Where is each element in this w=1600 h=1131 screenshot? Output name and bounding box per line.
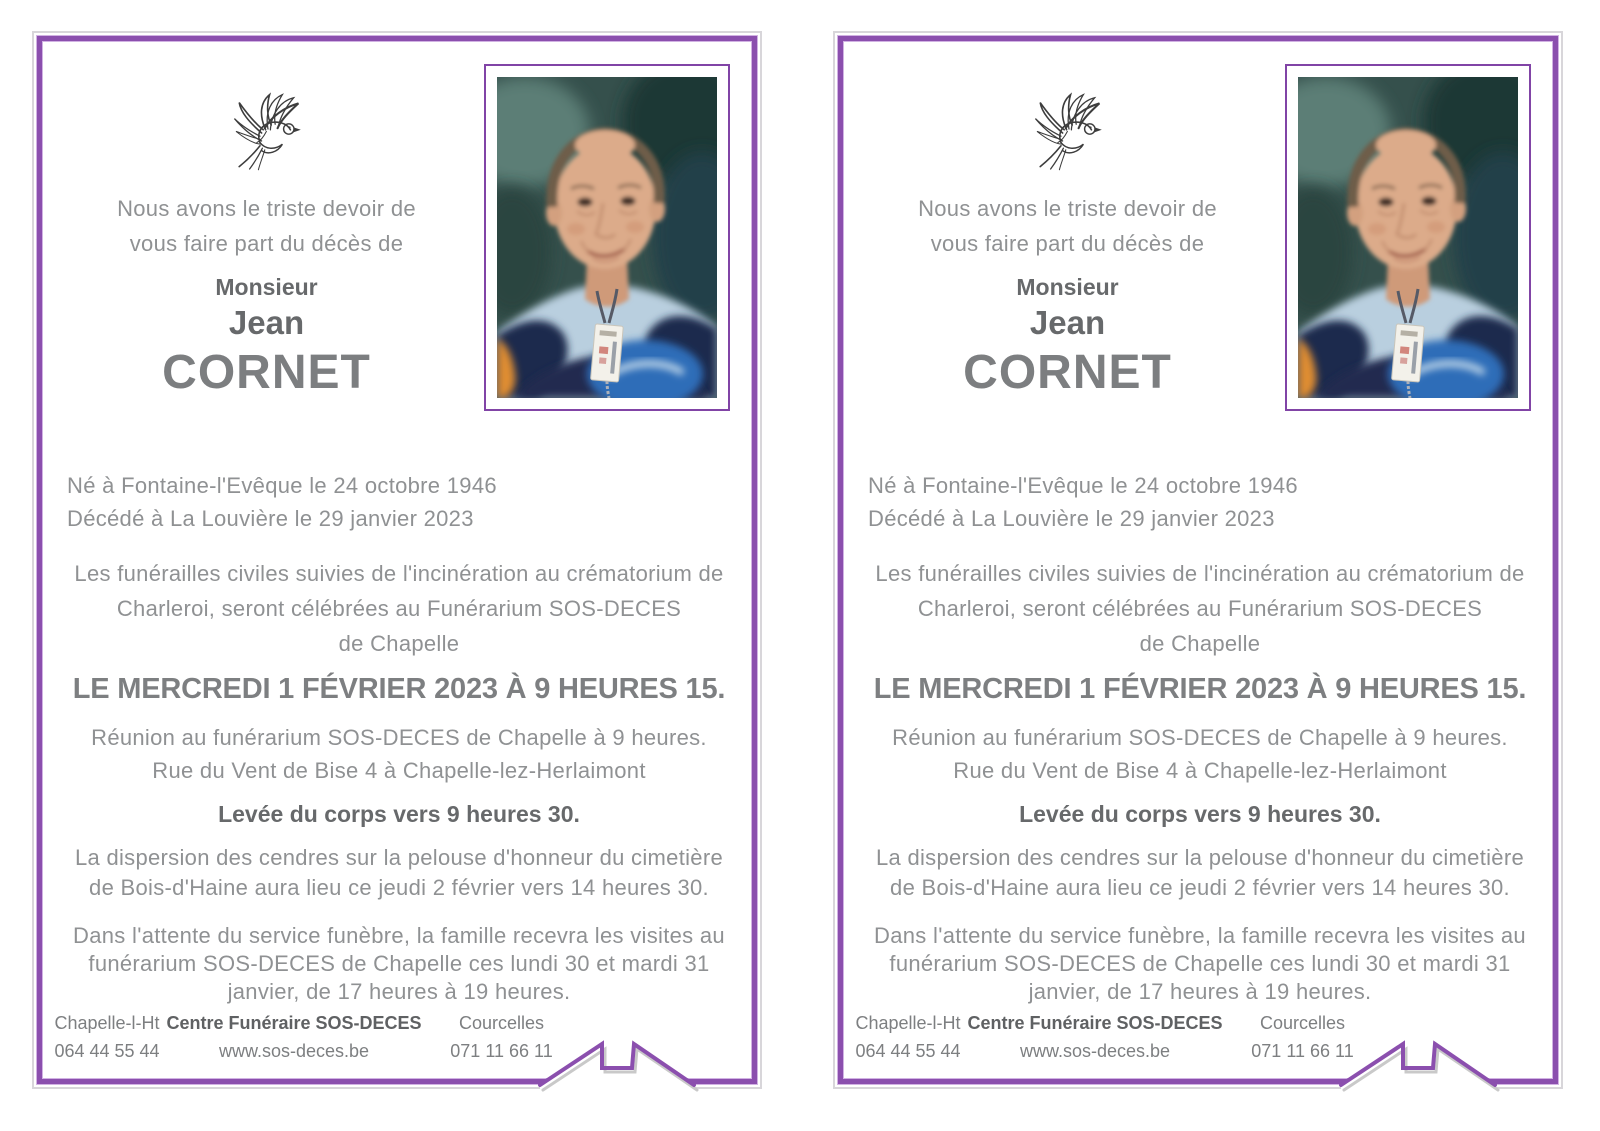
birth-line: Né à Fontaine-l'Evêque le 24 octobre 1946 (868, 473, 1298, 498)
footer-phone-right: 071 11 66 11 (450, 1041, 553, 1061)
dove-icon (1021, 83, 1117, 183)
footer-company-name: Centre Funéraire SOS-DECES (967, 1013, 1223, 1033)
first-name: Jean (228, 304, 305, 341)
announcement-card (833, 31, 1563, 1089)
visits-line: funérarium SOS-DECES de Chapelle ces lundi 30 et mardi 31 (889, 951, 1511, 976)
funeral-line: de Chapelle (338, 631, 460, 656)
intro-text (860, 191, 1275, 261)
footer-phone-right: 071 11 66 11 (1251, 1041, 1354, 1061)
intro-text (59, 191, 474, 261)
funeral-line: Les funérailles civiles suivies de l'incinération au crématorium de (875, 561, 1525, 586)
visits-paragraph (856, 922, 1544, 1006)
footer-website: www.sos-deces.be (1019, 1041, 1171, 1061)
footer-center-column (950, 1009, 1240, 1065)
intro-line: vous faire part du décès de (129, 231, 404, 256)
dispersion-line: de Bois-d'Haine aura lieu ce jeudi 2 février vers 14 heures 30. (89, 875, 709, 900)
dispersion-line: La dispersion des cendres sur la pelouse d'honneur du cimetière (875, 845, 1525, 870)
visits-line: janvier, de 17 heures à 19 heures. (227, 979, 571, 1004)
funeral-line: de Chapelle (1139, 631, 1261, 656)
visits-line: Dans l'attente du service funèbre, la famille recevra les visites au (874, 923, 1526, 948)
birth-line: Né à Fontaine-l'Evêque le 24 octobre 1946 (67, 473, 497, 498)
meeting-line: Rue du Vent de Bise 4 à Chapelle-lez-Herlaimont (152, 758, 646, 783)
ceremony-date-line: LE MERCREDI 1 FÉVRIER 2023 À 9 HEURES 15. (72, 673, 726, 705)
dove-icon (220, 83, 316, 183)
intro-line: vous faire part du décès de (930, 231, 1205, 256)
last-name: CORNET (162, 346, 371, 399)
intro-line: Nous avons le triste devoir de (918, 196, 1217, 221)
funeral-line: Charleroi, seront célébrées au Funérarium SOS-DECES (917, 596, 1483, 621)
dispersion-paragraph (55, 843, 743, 903)
visits-line: funérarium SOS-DECES de Chapelle ces lundi 30 et mardi 31 (88, 951, 710, 976)
meeting-line: Rue du Vent de Bise 4 à Chapelle-lez-Herlaimont (953, 758, 1447, 783)
house-roofline-logo (504, 1008, 764, 1103)
death-line: Décédé à La Louvière le 29 janvier 2023 (868, 506, 1275, 531)
footer-phone-left: 064 44 55 44 (855, 1041, 961, 1061)
funeral-paragraph (55, 556, 743, 661)
death-line: Décédé à La Louvière le 29 janvier 2023 (67, 506, 474, 531)
footer-company-name: Centre Funéraire SOS-DECES (166, 1013, 422, 1033)
meeting-block (856, 721, 1544, 787)
birth-death-block (67, 469, 727, 535)
footer-website: www.sos-deces.be (218, 1041, 370, 1061)
dispersion-line: de Bois-d'Haine aura lieu ce jeudi 2 février vers 14 heures 30. (890, 875, 1510, 900)
ceremony-date-line: LE MERCREDI 1 FÉVRIER 2023 À 9 HEURES 15. (873, 673, 1527, 705)
meeting-line: Réunion au funérarium SOS-DECES de Chapelle à 9 heures. (91, 725, 707, 750)
levee-line: Levée du corps vers 9 heures 30. (218, 801, 580, 827)
visits-line: Dans l'attente du service funèbre, la famille recevra les visites au (73, 923, 725, 948)
funeral-line: Charleroi, seront célébrées au Funérarium SOS-DECES (116, 596, 682, 621)
portrait-photo-image (1298, 77, 1518, 398)
footer-city-left: Chapelle-l-Ht (855, 1013, 961, 1033)
first-name: Jean (1029, 304, 1106, 341)
portrait-photo-image (497, 77, 717, 398)
footer-phone-left: 064 44 55 44 (54, 1041, 160, 1061)
visits-paragraph (55, 922, 743, 1006)
meeting-line: Réunion au funérarium SOS-DECES de Chapelle à 9 heures. (892, 725, 1508, 750)
dispersion-line: La dispersion des cendres sur la pelouse d'honneur du cimetière (74, 845, 724, 870)
last-name: CORNET (963, 346, 1172, 399)
house-roofline-logo (1305, 1008, 1565, 1103)
meeting-block (55, 721, 743, 787)
portrait-photo (1285, 64, 1531, 411)
civility-label: Monsieur (215, 274, 318, 300)
civility-label: Monsieur (1016, 274, 1119, 300)
footer-city-left: Chapelle-l-Ht (54, 1013, 160, 1033)
visits-line: janvier, de 17 heures à 19 heures. (1028, 979, 1372, 1004)
portrait-photo (484, 64, 730, 411)
announcement-card (32, 31, 762, 1089)
footer-center-column (149, 1009, 439, 1065)
footer-city-right: Courcelles (1259, 1013, 1346, 1033)
intro-line: Nous avons le triste devoir de (117, 196, 416, 221)
funeral-line: Les funérailles civiles suivies de l'incinération au crématorium de (74, 561, 724, 586)
levee-line: Levée du corps vers 9 heures 30. (1019, 801, 1381, 827)
footer-city-right: Courcelles (458, 1013, 545, 1033)
funeral-paragraph (856, 556, 1544, 661)
dispersion-paragraph (856, 843, 1544, 903)
birth-death-block (868, 469, 1528, 535)
